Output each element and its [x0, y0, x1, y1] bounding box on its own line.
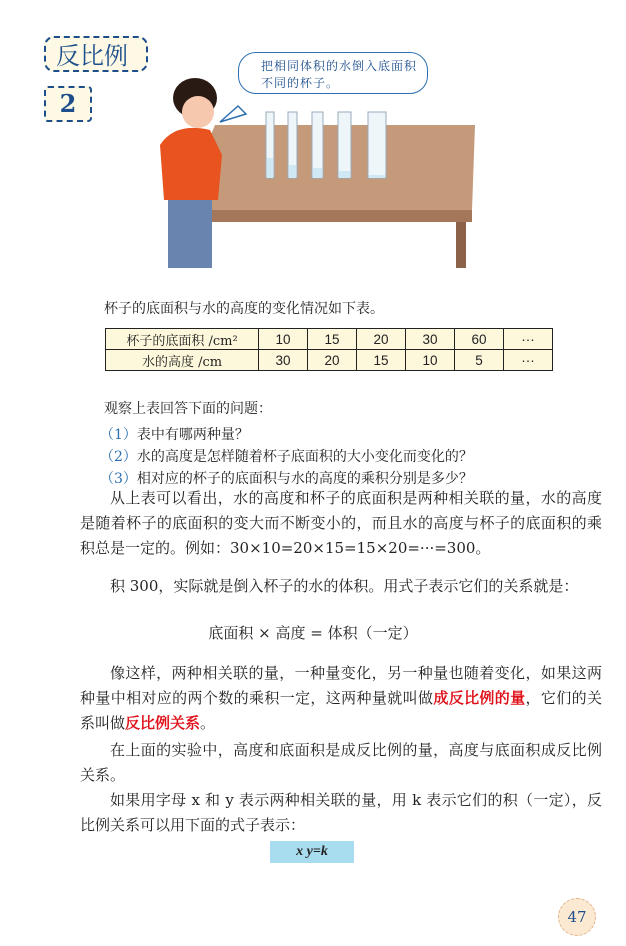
- example-number: 2: [44, 86, 92, 122]
- table-cell: 20: [308, 350, 357, 371]
- table-cell: 30: [259, 350, 308, 371]
- table-cell: 15: [308, 329, 357, 350]
- table-cell: ···: [504, 350, 553, 371]
- formula-xy-k: x y=k: [270, 841, 354, 863]
- question-text: 水的高度是怎样随着杯子底面积的大小变化而变化的？: [136, 449, 473, 465]
- question-prompt: 观察上表回答下面的问题：: [104, 401, 272, 417]
- text: 像这样，两种相关联的量，一种量变化，另一种量也随着变化，如果这两种量中相对应的两个数的乘积一定，这两种量就叫做: [80, 664, 602, 707]
- question-item: [100, 446, 473, 468]
- question-text: 表中有哪两种量？: [136, 427, 249, 443]
- term-inverse-proportional-quantities: 成反比例的量: [433, 689, 526, 707]
- table-cell: 60: [455, 329, 504, 350]
- paragraph-definition: [80, 661, 602, 736]
- formula-volume: 底面积 × 高度 = 体积（一定）: [208, 624, 418, 642]
- table-cell: 10: [406, 350, 455, 371]
- question-text: 相对应的杯子的底面积与水的高度的乘积分别是多少？: [136, 471, 473, 487]
- table-cell: 20: [357, 329, 406, 350]
- table-edge: [180, 210, 472, 222]
- table-row: [106, 350, 553, 371]
- table-intro: 杯子的底面积与水的高度的变化情况如下表。: [104, 301, 384, 317]
- boy-figure: [160, 78, 222, 268]
- text: 。: [200, 714, 216, 732]
- speech-bubble: 把相同体积的水倒入底面积不同的杯子。: [238, 52, 428, 94]
- table-top: [180, 125, 475, 210]
- table-cell: 5: [455, 350, 504, 371]
- paragraph-observation: 从上表可以看出，水的高度和杯子的底面积是两种相关联的量，水的高度是随着杯子的底面积的变大而不断变小的，而且水的高度与杯子的底面积的乘积总是一定的。例如：30×10=20×15=15×20=···=300。: [80, 489, 602, 557]
- section-title-badge: 反比例: [44, 36, 148, 72]
- table-leg: [456, 222, 466, 268]
- question-number: （2）: [100, 449, 137, 465]
- question-list: [100, 424, 473, 490]
- paragraph-product: 积 300，实际就是倒入杯子的水的体积。用式子表示它们的关系就是：: [110, 577, 579, 595]
- row-header: 水的高度 /cm: [106, 350, 259, 371]
- term-inverse-proportion-relation: 反比例关系: [125, 714, 201, 732]
- data-table: [105, 328, 553, 371]
- table-cell: ···: [504, 329, 553, 350]
- row-header: 杯子的底面积 /cm²: [106, 329, 259, 350]
- question-number: （1）: [100, 427, 137, 443]
- page-number: 47: [558, 898, 596, 936]
- table-row: [106, 329, 553, 350]
- table-cell: 15: [357, 350, 406, 371]
- question-number: （3）: [100, 471, 137, 487]
- question-item: [100, 424, 473, 446]
- paragraph-letters: 如果用字母 x 和 y 表示两种相关联的量，用 k 表示它们的积（一定），反比例关系可以用下面的式子表示：: [80, 791, 602, 834]
- table-cell: 30: [406, 329, 455, 350]
- table-cell: 10: [259, 329, 308, 350]
- text: ，它们的关系叫做: [80, 689, 602, 732]
- paragraph-experiment: 在上面的实验中，高度和底面积是成反比例的量，高度与底面积成反比例关系。: [80, 741, 602, 784]
- bubble-tail: [220, 106, 246, 122]
